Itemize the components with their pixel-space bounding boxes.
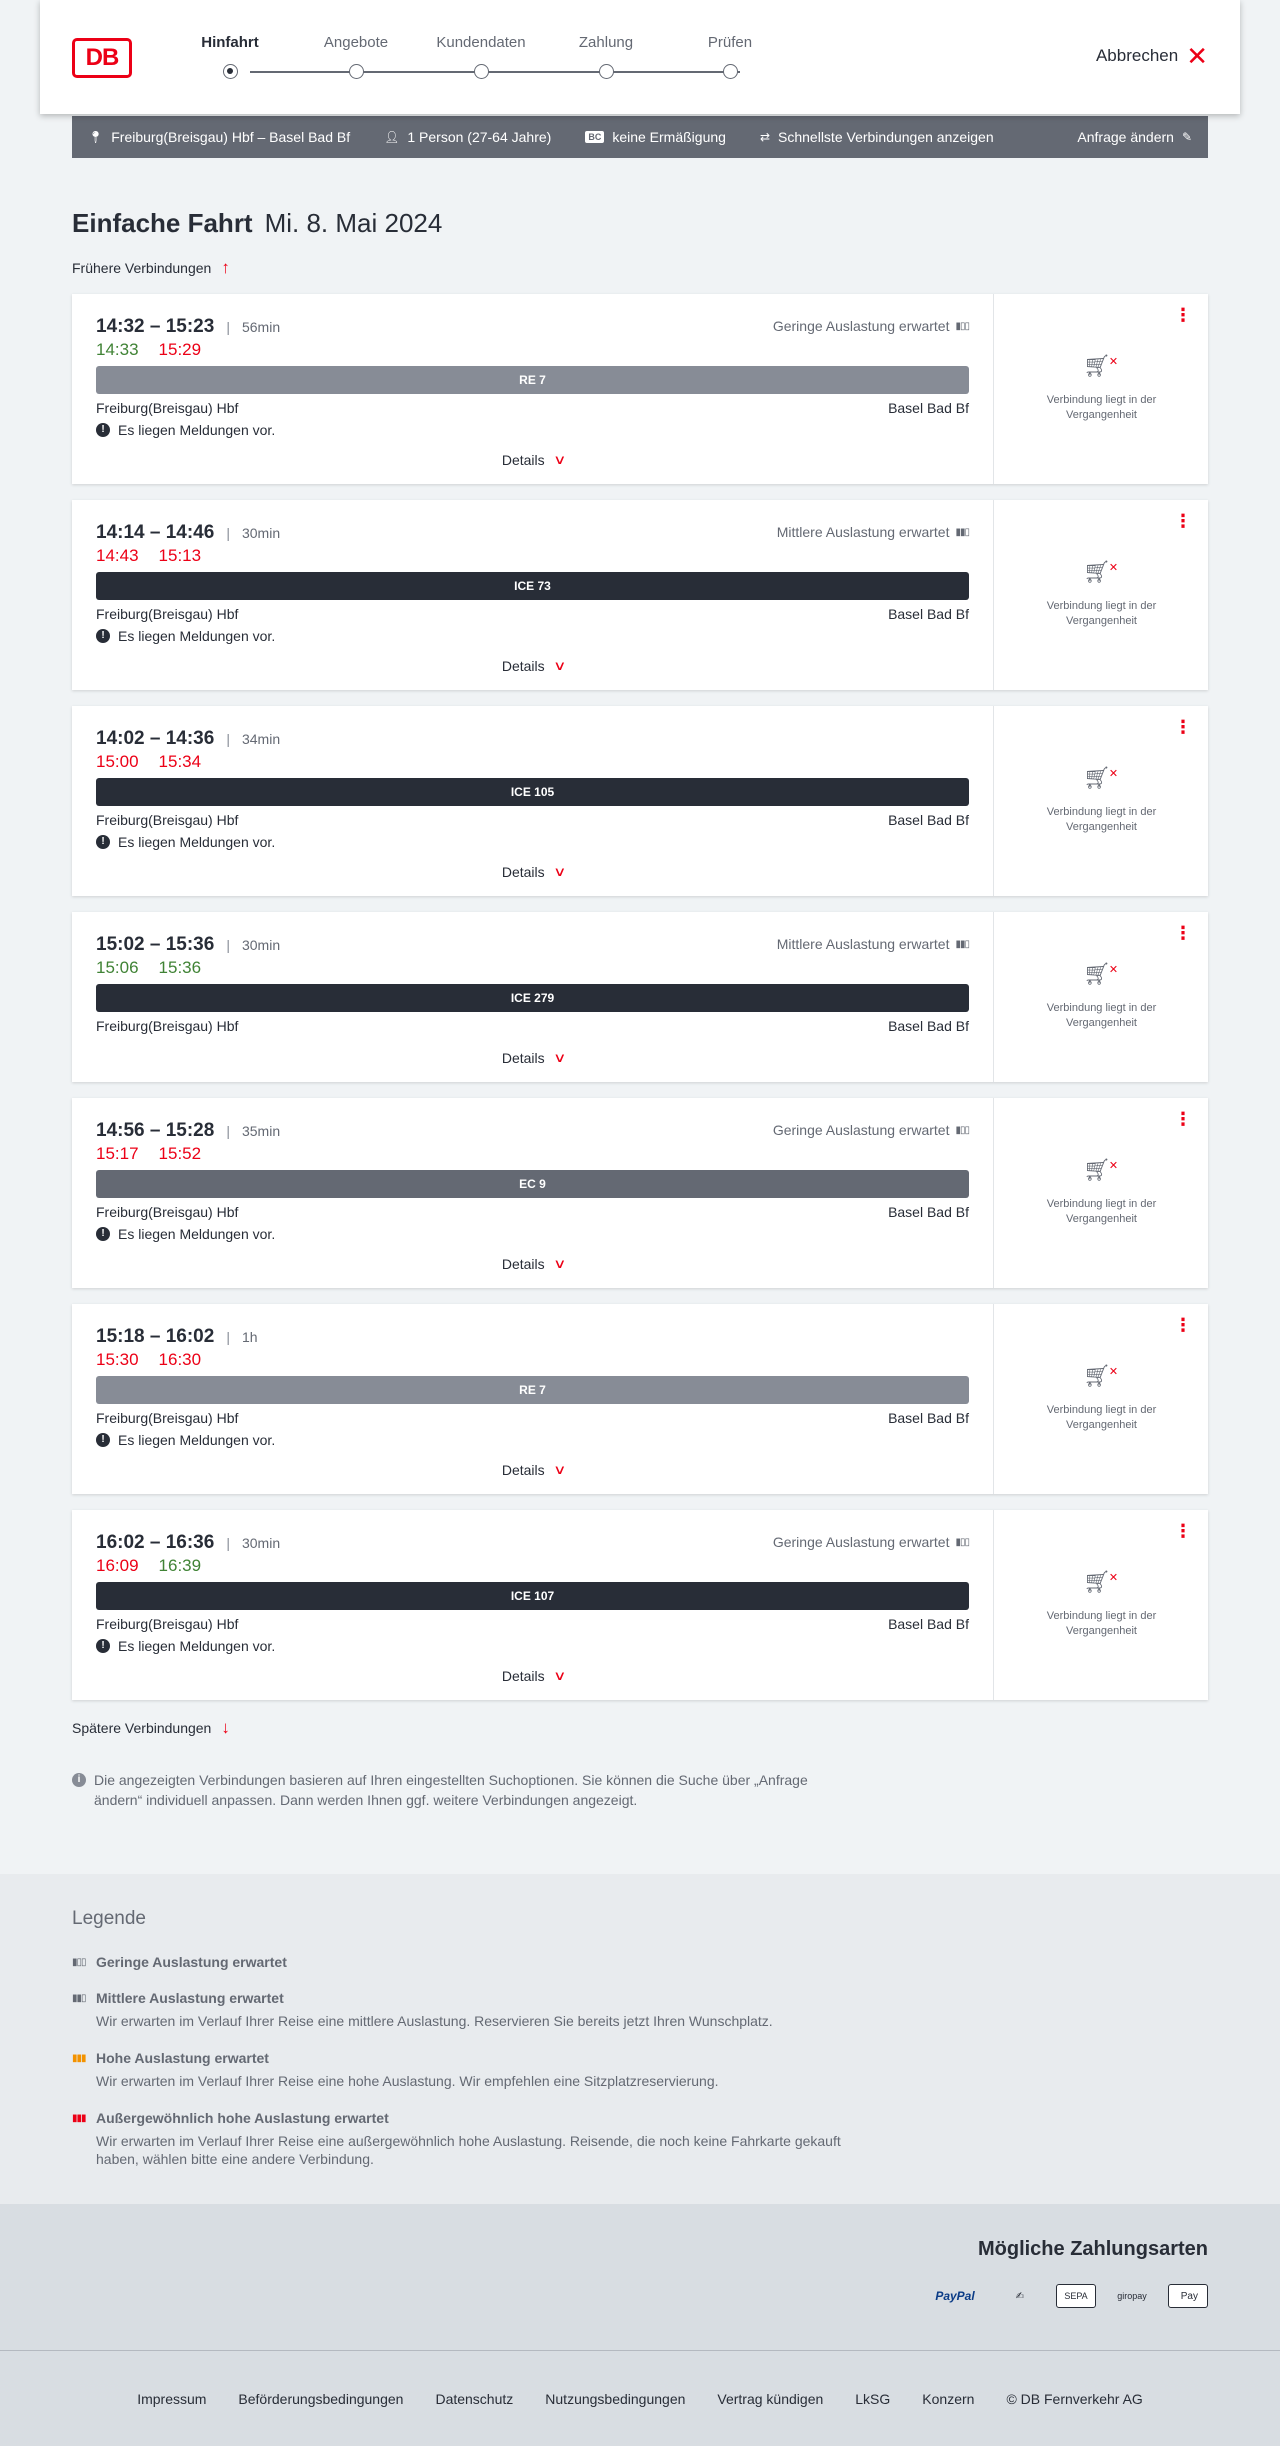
- legend-item-high: [72, 2050, 852, 2090]
- step-zahlung[interactable]: [536, 34, 676, 54]
- connection-times: [96, 1326, 258, 1348]
- page-title: [72, 208, 442, 239]
- occupancy-medium-icon: ▮▮▯: [72, 1992, 86, 2004]
- past-connection-text: Verbindung liegt in der Vergangenheit: [1046, 600, 1157, 627]
- realtime-times: [96, 1144, 201, 1164]
- change-request-label: Anfrage ändern: [1077, 129, 1174, 145]
- realtime-arrival: 15:36: [158, 958, 202, 977]
- route-text: Freiburg(Breisgau) Hbf – Basel Bad Bf: [111, 129, 351, 145]
- past-connection-text: Verbindung liegt in der Vergangenheit: [1046, 394, 1157, 421]
- realtime-times: [96, 546, 201, 566]
- apple-pay-logo: [1168, 2284, 1208, 2308]
- more-options-icon[interactable]: ⋮: [1174, 923, 1192, 943]
- realtime-arrival: 16:30: [158, 1350, 202, 1369]
- cancel-button[interactable]: [1095, 41, 1208, 71]
- legend-item-desc: Wir erwarten im Verlauf Ihrer Reise eine außergewöhnlich hohe Auslastung. Reisende, die noch keine Fahrkarte gekauft haben, wählen bitte eine andere Verbindung.: [96, 2133, 841, 2167]
- occupancy-low-icon: ▮▯▯: [72, 1956, 86, 1968]
- origin-station: Freiburg(Breisgau) Hbf: [96, 1018, 239, 1034]
- connection-times: [96, 1120, 280, 1142]
- details-label: Details: [501, 452, 545, 468]
- connection-side: [995, 500, 1208, 690]
- notice: [96, 422, 275, 438]
- discount-text: keine Ermäßigung: [612, 129, 726, 145]
- fastest-text: Schnellste Verbindungen anzeigen: [778, 129, 994, 145]
- occupancy-text: Geringe Auslastung erwartet: [772, 318, 950, 334]
- later-connections-link[interactable]: [72, 1718, 230, 1738]
- stepper-line: [250, 71, 740, 73]
- legend-item-medium: [72, 1990, 852, 2030]
- location-pin-icon: 📍︎: [88, 130, 104, 144]
- connection-times: [96, 728, 280, 750]
- legend-title: Legende: [72, 1908, 146, 1929]
- duration: 1h: [241, 1329, 258, 1345]
- realtime-times: [96, 1350, 201, 1370]
- exclamation-icon: !: [96, 835, 110, 849]
- notice: [96, 1432, 275, 1448]
- more-options-icon[interactable]: ⋮: [1174, 717, 1192, 737]
- notice: [96, 834, 275, 850]
- details-toggle[interactable]: [72, 452, 994, 468]
- route-info: [88, 129, 350, 145]
- exclamation-icon: !: [96, 1227, 110, 1241]
- notice-text: Es liegen Meldungen vor.: [118, 1638, 276, 1654]
- scheduled-times: 15:18 – 16:02: [96, 1326, 215, 1347]
- realtime-departure: 15:30: [96, 1350, 139, 1369]
- chevron-down-icon: ∨: [552, 1256, 567, 1271]
- occupancy-text: Mittlere Auslastung erwartet: [776, 524, 950, 540]
- payments-section: [0, 2204, 1280, 2350]
- origin-station: Freiburg(Breisgau) Hbf: [96, 1410, 239, 1426]
- train-bar[interactable]: ICE 279: [96, 984, 969, 1012]
- chevron-down-icon: ∨: [552, 864, 567, 879]
- more-options-icon[interactable]: ⋮: [1174, 1109, 1192, 1129]
- payments-title: Mögliche Zahlungsarten: [977, 2238, 1208, 2260]
- details-label: Details: [501, 658, 545, 674]
- occupancy-text: Geringe Auslastung erwartet: [772, 1122, 950, 1138]
- separator: |: [226, 1123, 230, 1139]
- notice-text: Es liegen Meldungen vor.: [118, 628, 276, 644]
- discount-info: [585, 129, 726, 145]
- occupancy-icon: ▮▯▯: [955, 320, 969, 332]
- realtime-arrival: 15:29: [158, 340, 202, 359]
- notice-text: Es liegen Meldungen vor.: [118, 422, 276, 438]
- booking-stepper: [160, 34, 760, 84]
- past-connection-text: Verbindung liegt in der Vergangenheit: [1046, 1198, 1157, 1225]
- scheduled-times: 14:56 – 15:28: [96, 1120, 215, 1141]
- details-toggle[interactable]: [72, 1462, 994, 1478]
- pencil-icon: ✎: [1181, 130, 1192, 144]
- chevron-down-icon: ∨: [552, 1050, 567, 1065]
- realtime-departure: 16:09: [96, 1556, 139, 1575]
- chevron-down-icon: ∨: [552, 452, 567, 467]
- change-request-button[interactable]: [1077, 129, 1192, 145]
- cart-disabled-icon: 🛒︎✕: [1082, 353, 1119, 378]
- person-icon: 👤︎: [384, 130, 400, 144]
- details-label: Details: [501, 1462, 545, 1478]
- footer: [0, 2350, 1280, 2446]
- legend-item-extreme: [72, 2110, 852, 2168]
- separator: |: [226, 1329, 230, 1345]
- details-label: Details: [501, 1668, 545, 1684]
- step-kundendaten[interactable]: [411, 34, 551, 54]
- connection-card[interactable]: [72, 706, 1208, 896]
- occupancy-info: [777, 524, 969, 540]
- connection-side: [995, 294, 1208, 484]
- train-bar[interactable]: RE 7: [96, 1376, 969, 1404]
- swap-arrows-icon: ⇄: [759, 130, 771, 144]
- realtime-arrival: 15:34: [158, 752, 202, 771]
- connection-card[interactable]: [72, 1304, 1208, 1494]
- origin-station: Freiburg(Breisgau) Hbf: [96, 1616, 239, 1632]
- connection-side: [995, 1304, 1208, 1494]
- destination-station: Basel Bad Bf: [888, 1616, 969, 1632]
- destination-station: Basel Bad Bf: [888, 812, 969, 828]
- occupancy-info: [773, 1534, 969, 1550]
- duration: 35min: [241, 1123, 281, 1139]
- step-dot: [223, 64, 238, 79]
- realtime-departure: 15:00: [96, 752, 139, 771]
- fastest-info: [760, 129, 994, 145]
- past-connection-text: Verbindung liegt in der Vergangenheit: [1046, 806, 1157, 833]
- details-toggle[interactable]: [72, 1668, 994, 1684]
- cart-disabled-icon: 🛒︎✕: [1082, 1157, 1119, 1182]
- legend-section: [0, 1874, 1280, 2204]
- occupancy-info: [773, 318, 969, 334]
- past-connection-text: Verbindung liegt in der Vergangenheit: [1046, 1002, 1157, 1029]
- details-label: Details: [501, 1256, 545, 1272]
- earlier-connections-label: Frühere Verbindungen: [72, 260, 212, 276]
- connection-side: [995, 706, 1208, 896]
- header: [40, 0, 1240, 114]
- step-dot: [723, 64, 738, 79]
- info-text: Die angezeigten Verbindungen basieren auf Ihren eingestellten Suchoptionen. Sie können die Suche über „Anfrage ändern“ individuell anpassen. Dann werden Ihnen ggf. weitere Verbindungen angezeigt.: [94, 1772, 808, 1808]
- trip-date: Mi. 8. Mai 2024: [264, 208, 443, 238]
- duration: 56min: [241, 319, 281, 335]
- connection-side: [995, 1098, 1208, 1288]
- step-label: Hinfahrt: [201, 34, 259, 51]
- trip-type: Einfache Fahrt: [72, 208, 253, 238]
- connection-times: [96, 316, 280, 338]
- arrow-up-icon: ↑: [221, 258, 230, 277]
- footer-link-befoerderungsbedingungen[interactable]: Beförderungsbedingungen: [238, 2391, 404, 2407]
- destination-station: Basel Bad Bf: [888, 1410, 969, 1426]
- details-toggle[interactable]: [72, 658, 994, 674]
- chevron-down-icon: ∨: [552, 658, 567, 673]
- exclamation-icon: !: [96, 1639, 110, 1653]
- info-icon: i: [72, 1773, 86, 1787]
- legend-item-desc: Wir erwarten im Verlauf Ihrer Reise eine mittlere Auslastung. Reservieren Sie bereits jetzt Ihren Wunschplatz.: [96, 2013, 773, 2029]
- separator: |: [226, 319, 230, 335]
- payment-methods: [926, 2284, 1208, 2308]
- traveller-text: 1 Person (27-64 Jahre): [407, 129, 552, 145]
- legend-item-title: Außergewöhnlich hohe Auslastung erwartet: [96, 2110, 389, 2126]
- search-summary-bar: [72, 116, 1208, 158]
- footer-link-lksg[interactable]: LkSG: [855, 2391, 891, 2407]
- realtime-departure: 15:17: [96, 1144, 139, 1163]
- connection-card[interactable]: [72, 1510, 1208, 1700]
- sepa-logo: SEPA: [1056, 2284, 1096, 2308]
- realtime-times: [96, 752, 201, 772]
- legend-item-low: [72, 1954, 852, 1970]
- scheduled-times: 14:02 – 14:36: [96, 728, 215, 749]
- giropay-logo: giropay: [1117, 2291, 1147, 2301]
- notice: [96, 1226, 275, 1242]
- cart-disabled-icon: 🛒︎✕: [1082, 765, 1119, 790]
- more-options-icon[interactable]: ⋮: [1174, 1521, 1192, 1541]
- train-bar[interactable]: ICE 105: [96, 778, 969, 806]
- scheduled-times: 15:02 – 15:36: [96, 934, 215, 955]
- train-bar[interactable]: RE 7: [96, 366, 969, 394]
- duration: 34min: [241, 731, 281, 747]
- paypal-logo: PayPal: [935, 2289, 975, 2303]
- destination-station: Basel Bad Bf: [888, 606, 969, 622]
- separator: |: [226, 731, 230, 747]
- realtime-departure: 15:06: [96, 958, 139, 977]
- realtime-times: [96, 958, 201, 978]
- later-connections-label: Spätere Verbindungen: [72, 1720, 212, 1736]
- connection-card[interactable]: [72, 1098, 1208, 1288]
- occupancy-icon: ▮▮▯: [955, 938, 969, 950]
- connection-times: [96, 522, 280, 544]
- apple-pay-text: Pay: [1180, 2290, 1198, 2302]
- separator: |: [226, 525, 230, 541]
- occupancy-icon: ▮▯▯: [955, 1536, 969, 1548]
- origin-station: Freiburg(Breisgau) Hbf: [96, 400, 239, 416]
- step-label: Zahlung: [578, 34, 634, 51]
- occupancy-text: Mittlere Auslastung erwartet: [776, 936, 950, 952]
- step-dot: [599, 64, 614, 79]
- legend-item-title: Mittlere Auslastung erwartet: [96, 1990, 284, 2006]
- db-logo[interactable]: DB: [72, 38, 132, 78]
- notice-text: Es liegen Meldungen vor.: [118, 1432, 276, 1448]
- exclamation-icon: !: [96, 423, 110, 437]
- connection-card[interactable]: [72, 500, 1208, 690]
- close-icon: ✕: [1186, 41, 1208, 71]
- cart-disabled-icon: 🛒︎✕: [1082, 961, 1119, 986]
- details-toggle[interactable]: [72, 1256, 994, 1272]
- origin-station: Freiburg(Breisgau) Hbf: [96, 606, 239, 622]
- origin-station: Freiburg(Breisgau) Hbf: [96, 1204, 239, 1220]
- occupancy-icon: ▮▮▯: [955, 526, 969, 538]
- separator: |: [226, 1535, 230, 1551]
- legend-item-desc: Wir erwarten im Verlauf Ihrer Reise eine hohe Auslastung. Wir empfehlen eine Sitzplatzreservierung.: [96, 2073, 719, 2089]
- footer-link-konzern[interactable]: Konzern: [922, 2391, 975, 2407]
- realtime-arrival: 15:52: [158, 1144, 202, 1163]
- step-pruefen[interactable]: [660, 34, 800, 54]
- occupancy-info: [773, 1122, 969, 1138]
- notice: [96, 1638, 275, 1654]
- footer-copyright: © DB Fernverkehr AG: [1006, 2391, 1143, 2407]
- occupancy-extreme-icon: ▮▮▮: [72, 2112, 86, 2124]
- direct-debit-icon: ✍︎: [1015, 2290, 1025, 2302]
- step-dot: [474, 64, 489, 79]
- footer-link-vertrag-kuendigen[interactable]: Vertrag kündigen: [717, 2391, 824, 2407]
- details-toggle[interactable]: [72, 1050, 994, 1066]
- duration: 30min: [241, 525, 281, 541]
- step-dot: [349, 64, 364, 79]
- occupancy-text: Geringe Auslastung erwartet: [772, 1534, 950, 1550]
- destination-station: Basel Bad Bf: [888, 1204, 969, 1220]
- realtime-arrival: 15:13: [158, 546, 202, 565]
- exclamation-icon: !: [96, 1433, 110, 1447]
- notice-text: Es liegen Meldungen vor.: [118, 834, 276, 850]
- more-options-icon[interactable]: ⋮: [1174, 1315, 1192, 1335]
- details-toggle[interactable]: [72, 864, 994, 880]
- traveller-info: [384, 129, 551, 145]
- realtime-times: [96, 340, 201, 360]
- occupancy-icon: ▮▯▯: [955, 1124, 969, 1136]
- duration: 30min: [241, 1535, 281, 1551]
- chevron-down-icon: ∨: [552, 1462, 567, 1477]
- connection-times: [96, 1532, 280, 1554]
- details-label: Details: [501, 864, 545, 880]
- connection-card[interactable]: [72, 912, 1208, 1082]
- connection-side: [995, 1510, 1208, 1700]
- realtime-arrival: 16:39: [158, 1556, 202, 1575]
- cancel-label: Abbrechen: [1095, 46, 1179, 65]
- occupancy-high-icon: ▮▮▮: [72, 2052, 86, 2064]
- destination-station: Basel Bad Bf: [888, 400, 969, 416]
- realtime-times: [96, 1556, 201, 1576]
- step-label: Prüfen: [707, 34, 753, 51]
- train-bar[interactable]: ICE 73: [96, 572, 969, 600]
- bahncard-icon: BC: [585, 131, 604, 143]
- occupancy-info: [777, 936, 969, 952]
- connection-side: [995, 912, 1208, 1082]
- scheduled-times: 14:32 – 15:23: [96, 316, 215, 337]
- notice: [96, 628, 275, 644]
- duration: 30min: [241, 937, 281, 953]
- exclamation-icon: !: [96, 629, 110, 643]
- details-label: Details: [501, 1050, 545, 1066]
- connection-card[interactable]: [72, 294, 1208, 484]
- past-connection-text: Verbindung liegt in der Vergangenheit: [1046, 1404, 1157, 1431]
- chevron-down-icon: ∨: [552, 1668, 567, 1683]
- more-options-icon[interactable]: ⋮: [1174, 511, 1192, 531]
- notice-text: Es liegen Meldungen vor.: [118, 1226, 276, 1242]
- scheduled-times: 16:02 – 16:36: [96, 1532, 215, 1553]
- footer-link-nutzungsbedingungen[interactable]: Nutzungsbedingungen: [545, 2391, 686, 2407]
- cart-disabled-icon: 🛒︎✕: [1082, 1363, 1119, 1388]
- earlier-connections-link[interactable]: [72, 258, 230, 278]
- more-options-icon[interactable]: ⋮: [1174, 305, 1192, 325]
- step-label: Angebote: [323, 34, 389, 51]
- train-bar[interactable]: EC 9: [96, 1170, 969, 1198]
- step-label: Kundendaten: [436, 34, 526, 51]
- cart-disabled-icon: 🛒︎✕: [1082, 559, 1119, 584]
- connection-times: [96, 934, 280, 956]
- destination-station: Basel Bad Bf: [888, 1018, 969, 1034]
- scheduled-times: 14:14 – 14:46: [96, 522, 215, 543]
- search-info-note: [72, 1770, 852, 1810]
- arrow-down-icon: ↓: [221, 1718, 230, 1737]
- step-hinfahrt[interactable]: [160, 34, 300, 54]
- footer-link-impressum[interactable]: Impressum: [137, 2391, 207, 2407]
- step-angebote[interactable]: [286, 34, 426, 54]
- realtime-departure: 14:33: [96, 340, 139, 359]
- train-bar[interactable]: ICE 107: [96, 1582, 969, 1610]
- separator: |: [226, 937, 230, 953]
- origin-station: Freiburg(Breisgau) Hbf: [96, 812, 239, 828]
- past-connection-text: Verbindung liegt in der Vergangenheit: [1046, 1610, 1157, 1637]
- cart-disabled-icon: 🛒︎✕: [1082, 1569, 1119, 1594]
- realtime-departure: 14:43: [96, 546, 139, 565]
- legend-item-title: Hohe Auslastung erwartet: [96, 2050, 269, 2066]
- footer-link-datenschutz[interactable]: Datenschutz: [435, 2391, 514, 2407]
- legend-item-title: Geringe Auslastung erwartet: [96, 1954, 287, 1970]
